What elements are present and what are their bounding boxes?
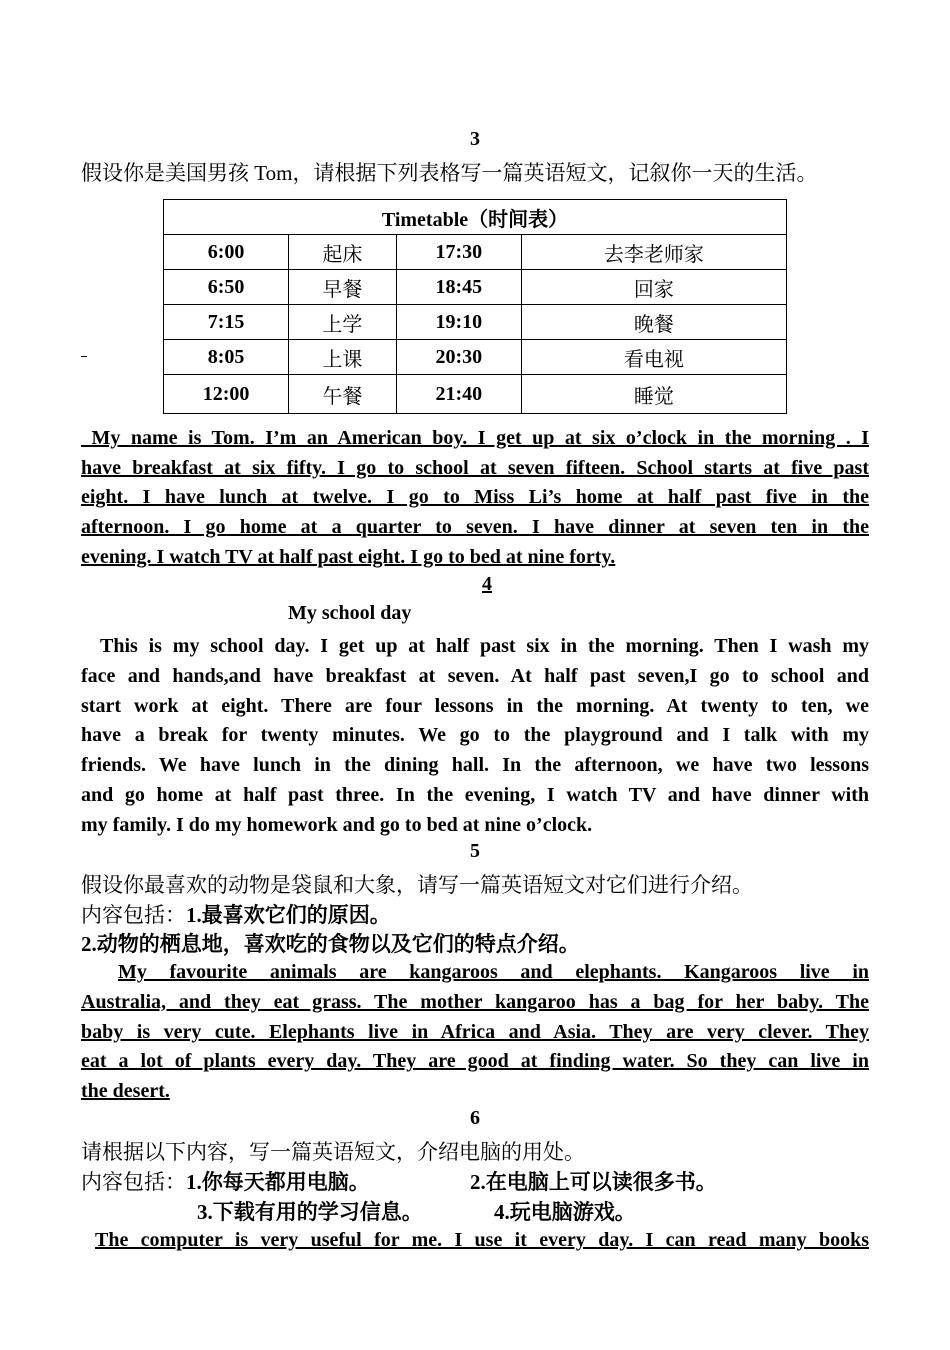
table-cell: 回家 (521, 270, 786, 305)
table-cell: 18:45 (396, 270, 521, 305)
table-cell: 7:15 (164, 305, 289, 340)
table-cell: 早餐 (289, 270, 397, 305)
section-3-number: 3 (470, 128, 480, 150)
table-cell: 睡觉 (521, 375, 786, 414)
answer-line: evening. I watch TV at half past eight. I go to bed at nine forty. (81, 545, 616, 568)
answer-line: The computer is very useful for me. I use it every day. I can read many books (95, 1229, 869, 1251)
table-cell: 6:50 (164, 270, 289, 305)
section-5-answer (81, 958, 869, 1107)
table-cell: 12:00 (164, 375, 289, 414)
point-text: 1.最喜欢它们的原因。 (186, 903, 391, 927)
essay-line: have a break for twenty minutes. We go to the playground and I talk with my (81, 724, 869, 747)
section-6-number: 6 (470, 1107, 480, 1129)
table-cell: 起床 (289, 235, 397, 270)
table-cell: 20:30 (396, 340, 521, 375)
table-cell: 去李老师家 (521, 235, 786, 270)
answer-line: My favourite animals are kangaroos and elephants. Kangaroos live in (118, 961, 869, 983)
essay-line: friends. We have lunch in the dining hall. In the afternoon, we have two lessons (81, 754, 869, 777)
section-4-title: My school day (288, 602, 412, 624)
answer-line: My name is Tom. I’m an American boy. I get up at six o’clock in the morning . I (81, 427, 869, 449)
section-6-points-row-1 (81, 1166, 370, 1196)
table-cell: 晚餐 (521, 305, 786, 340)
table-cell: 19:10 (396, 305, 521, 340)
content-label: 内容包括： (81, 903, 186, 927)
essay-line: my family. I do my homework and go to bed at nine o’clock. (81, 813, 593, 836)
table-cell: 午餐 (289, 375, 397, 414)
section-5-prompt: 假设你最喜欢的动物是袋鼠和大象，请写一篇英语短文对它们进行介绍。 (81, 873, 753, 897)
answer-line: Australia, and they eat grass. The mother kangaroo has a bag for her baby. The (81, 990, 869, 1013)
table-cell: 上学 (289, 305, 397, 340)
section-6-answer (81, 1226, 869, 1256)
timetable (163, 199, 787, 414)
essay-line: This is my school day. I get up at half past six in the morning. Then I wash my (100, 635, 869, 657)
essay-line: start work at eight. There are four lessons in the morning. At twenty to ten, we (81, 694, 869, 717)
timetable-title: Timetable（时间表） (164, 200, 787, 235)
essay-line: and go home at half past three. In the evening, I watch TV and have dinner with (81, 783, 869, 806)
section-5-point-2: 2.动物的栖息地，喜欢吃的食物以及它们的特点介绍。 (81, 932, 580, 956)
table-cell: 看电视 (521, 340, 786, 375)
answer-line: have breakfast at six fifty. I go to school at seven fifteen. School starts at five past (81, 456, 869, 479)
essay-line: face and hands,and have breakfast at seven. At half past seven,I go to school and (81, 664, 869, 687)
table-cell: 6:00 (164, 235, 289, 270)
section-3-answer (81, 424, 869, 573)
answer-line: the desert. (81, 1080, 170, 1103)
section-6-prompt: 请根据以下内容，写一篇英语短文，介绍电脑的用处。 (81, 1140, 585, 1164)
table-cell: 17:30 (396, 235, 521, 270)
answer-line: eat a lot of plants every day. They are good at finding water. So they can live in (81, 1050, 869, 1073)
section-5-number: 5 (470, 840, 480, 862)
section-3-prompt: 假设你是美国男孩 Tom，请根据下列表格写一篇英语短文，记叙你一天的生活。 (81, 161, 818, 185)
section-5-point-1 (81, 899, 391, 929)
section-6-point-3: 3.下载有用的学习信息。 (197, 1200, 423, 1224)
section-6-point-4: 4.玩电脑游戏。 (494, 1200, 636, 1224)
table-cell: 21:40 (396, 375, 521, 414)
section-4-essay (81, 632, 869, 841)
stray-mark (81, 356, 87, 357)
table-cell: 8:05 (164, 340, 289, 375)
section-6-point-2: 2.在电脑上可以读很多书。 (470, 1170, 717, 1194)
content-label: 内容包括： (81, 1170, 186, 1194)
section-4-number: 4 (482, 573, 492, 595)
answer-line: afternoon. I go home at a quarter to seven. I have dinner at seven ten in the (81, 516, 869, 539)
answer-line: baby is very cute. Elephants live in Africa and Asia. They are very clever. They (81, 1020, 869, 1043)
answer-line: eight. I have lunch at twelve. I go to Miss Li’s home at half past five in the (81, 486, 869, 509)
table-cell: 上课 (289, 340, 397, 375)
point-text: 1.你每天都用电脑。 (186, 1170, 370, 1194)
